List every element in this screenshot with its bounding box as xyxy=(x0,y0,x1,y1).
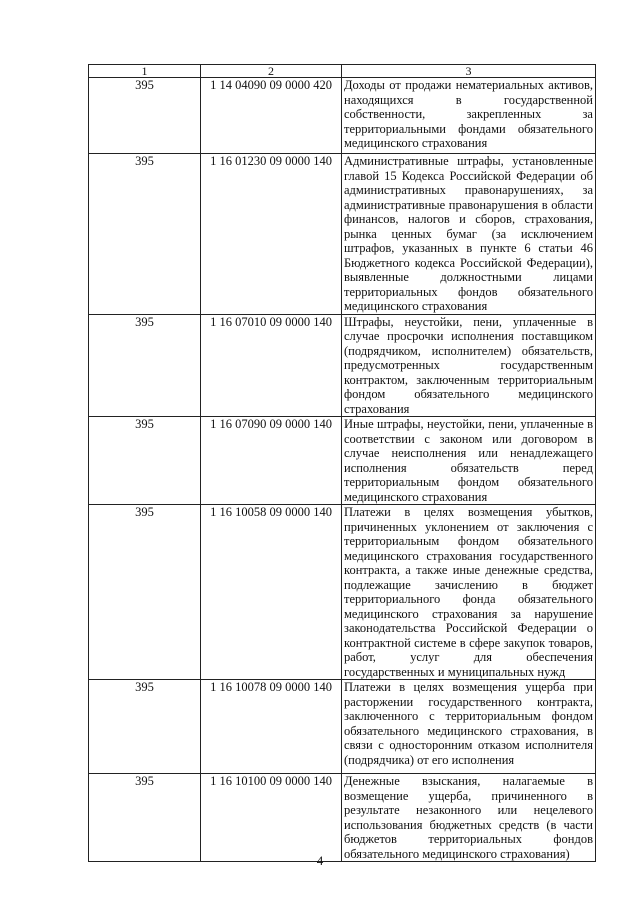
admin-code-cell: 395 xyxy=(89,417,201,505)
column-header-1: 1 xyxy=(89,65,201,78)
table-row xyxy=(89,154,596,315)
kbk-code-cell: 1 16 07010 09 0000 140 xyxy=(201,314,342,417)
kbk-code-cell: 1 16 10058 09 0000 140 xyxy=(201,505,342,680)
revenue-name-cell: Денежные взыскания, налагаемые в возмещение ущерба, причиненного в результате незаконного или нецелевого использования бюджетных средств (в части бюджетов территориальных фондов обязательного медицинского страхования) xyxy=(342,774,596,862)
revenue-name-cell: Платежи в целях возмещения ущерба при расторжении государственного контракта, заключенного с территориальным фондом обязательного медицинского страхования, в связи с односторонним отказом исполнителя (подрядчика) от его исполнения xyxy=(342,680,596,774)
kbk-code-cell: 1 14 04090 09 0000 420 xyxy=(201,78,342,154)
revenue-name-cell: Платежи в целях возмещения убытков, причиненных уклонением от заключения с территориальным фондом обязательного медицинского страхования государственного контракта, а также иные денежные средства, подлежащие зачислению в бюджет территориального фонда обязательного медицинского страхования за нарушение законодательства Российской Федерации о контрактной системе в сфере закупок товаров, работ, услуг для обеспечения государственных и муниципальных нужд xyxy=(342,505,596,680)
revenue-codes-table xyxy=(88,64,596,862)
table-row xyxy=(89,314,596,417)
revenue-name-cell: Административные штрафы, установленные главой 15 Кодекса Российской Федерации об административных правонарушениях, за административные правонарушения в области финансов, налогов и сборов, страхования, рынка ценных бумаг (за исключением штрафов, указанных в пункте 6 статьи 46 Бюджетного кодекса Российской Федерации), выявленные должностными лицами территориальных фондов обязательного медицинского страхования xyxy=(342,154,596,315)
table-row xyxy=(89,417,596,505)
kbk-code-cell: 1 16 10100 09 0000 140 xyxy=(201,774,342,862)
admin-code-cell: 395 xyxy=(89,154,201,315)
admin-code-cell: 395 xyxy=(89,680,201,774)
revenue-name-cell: Штрафы, неустойки, пени, уплаченные в случае просрочки исполнения поставщиком (подрядчиком, исполнителем) обязательств, предусмотренных государственным контрактом, заключенным территориальным фондом обязательного медицинского страхования xyxy=(342,314,596,417)
table-row xyxy=(89,505,596,680)
table-header-row xyxy=(89,65,596,78)
revenue-name-cell: Доходы от продажи нематериальных активов, находящихся в государственной собственности, закрепленных за территориальными фондами обязательного медицинского страхования xyxy=(342,78,596,154)
admin-code-cell: 395 xyxy=(89,774,201,862)
column-header-2: 2 xyxy=(201,65,342,78)
table-row xyxy=(89,78,596,154)
column-header-3: 3 xyxy=(342,65,596,78)
page-number: 4 xyxy=(316,853,324,868)
kbk-code-cell: 1 16 10078 09 0000 140 xyxy=(201,680,342,774)
table-row xyxy=(89,774,596,862)
table-row xyxy=(89,680,596,774)
revenue-name-cell: Иные штрафы, неустойки, пени, уплаченные в соответствии с законом или договором в случае неисполнения или ненадлежащего исполнения обязательств перед территориальным фондом обязательного медицинского страхования xyxy=(342,417,596,505)
kbk-code-cell: 1 16 07090 09 0000 140 xyxy=(201,417,342,505)
admin-code-cell: 395 xyxy=(89,505,201,680)
admin-code-cell: 395 xyxy=(89,314,201,417)
kbk-code-cell: 1 16 01230 09 0000 140 xyxy=(201,154,342,315)
admin-code-cell: 395 xyxy=(89,78,201,154)
